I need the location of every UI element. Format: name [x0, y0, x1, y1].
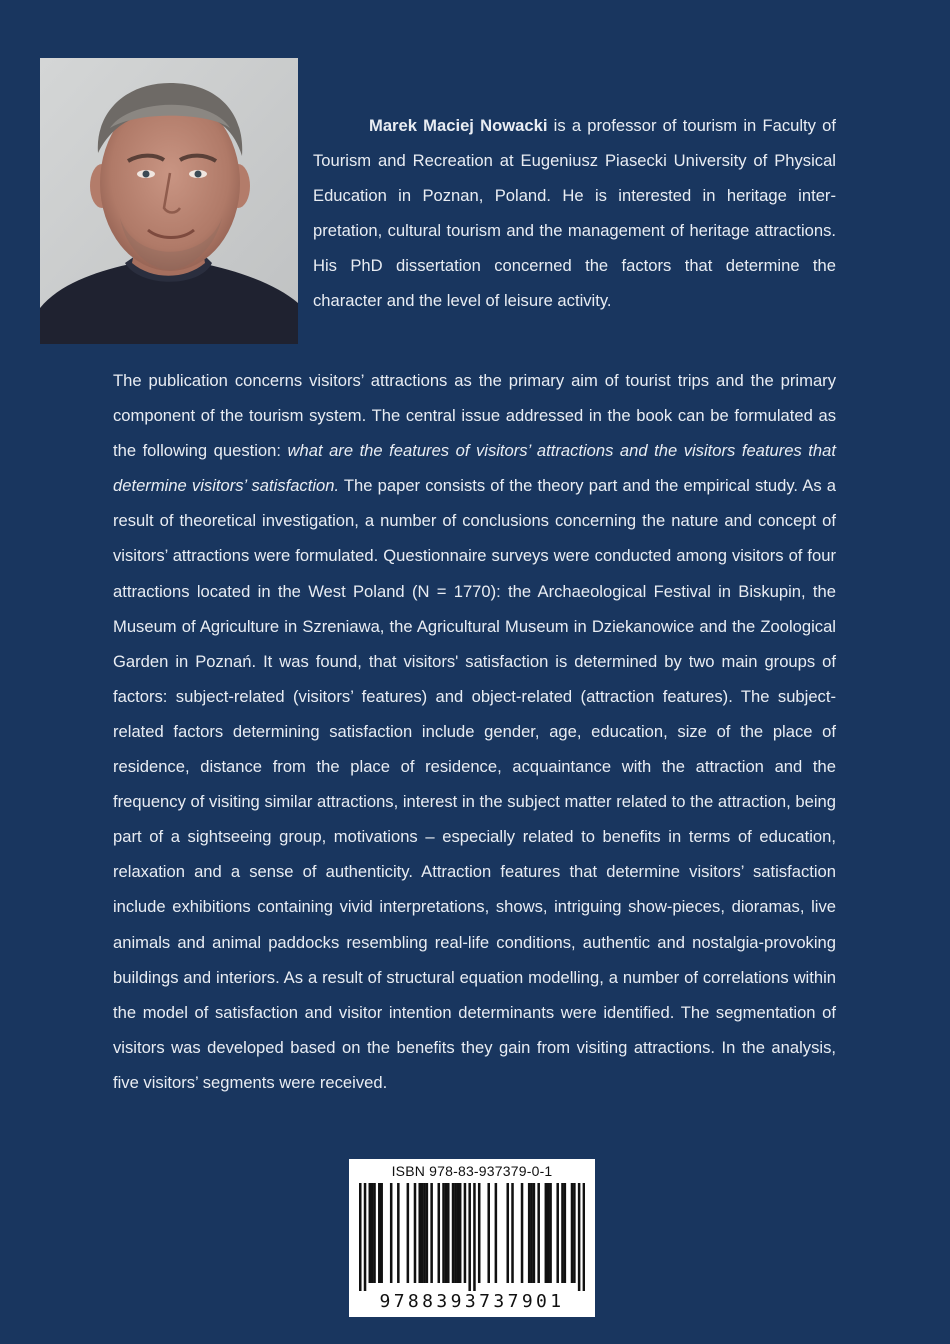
barcode-bar: [521, 1183, 524, 1283]
barcode-bar: [414, 1183, 417, 1283]
barcode-bar: [547, 1183, 550, 1283]
barcode-bar: [457, 1183, 460, 1283]
barcode-bar: [447, 1183, 450, 1283]
barcode-bar: [487, 1183, 490, 1283]
barcode-bar: [371, 1183, 374, 1283]
barcode-bar: [583, 1183, 585, 1291]
barcode-bar: [533, 1183, 536, 1283]
barcode-bar: [430, 1183, 433, 1283]
barcode-bar: [495, 1183, 498, 1283]
author-bio-text: is a professor of tourism in Faculty of Tourism and Recreation at Eugeniusz Piasecki University of Physical Education in Poznan, Poland. He is interested in heritage interpretation, cultural tourism and the management of heritage attractions. His PhD dissertation concerned the factors that determine the character and the level of leisure activity.: [313, 116, 836, 311]
barcode-bar: [378, 1183, 381, 1283]
barcode-bar: [438, 1183, 441, 1283]
barcode-bar: [369, 1183, 372, 1283]
barcode-bar: [556, 1183, 559, 1283]
barcode-bar: [506, 1183, 509, 1283]
isbn-label: ISBN 978-83-937379-0-1: [391, 1163, 553, 1179]
barcode-bar: [549, 1183, 552, 1283]
barcode-bar: [364, 1183, 367, 1291]
barcode-bar: [380, 1183, 383, 1283]
author-photo: [40, 58, 298, 344]
barcode-bar: [359, 1183, 362, 1291]
author-name: Marek Maciej Nowacki: [369, 116, 548, 135]
barcode-bar: [511, 1183, 514, 1283]
isbn-barcode: [349, 1159, 595, 1317]
barcode-bar: [528, 1183, 531, 1283]
barcode-digits: 9788393737901: [379, 1291, 565, 1312]
barcode-bar: [426, 1183, 429, 1283]
barcode-bar: [464, 1183, 467, 1283]
book-description: [113, 363, 836, 1100]
barcode-bar: [390, 1183, 393, 1283]
barcode-bar: [423, 1183, 426, 1283]
author-bio: [313, 108, 836, 319]
barcode-bar: [561, 1183, 564, 1283]
barcode-bar: [545, 1183, 548, 1283]
barcode-bar: [459, 1183, 462, 1283]
barcode-bar: [454, 1183, 457, 1283]
barcode-bar: [478, 1183, 481, 1283]
description-intro: The publication concerns visitors’ attractions as the primary aim of tourist trips and the primary component of the tourism system. The central issue addressed in the book can be formulated as the following question:: [113, 371, 836, 461]
barcode-bar: [573, 1183, 576, 1283]
barcode-bar: [578, 1183, 581, 1291]
barcode-bar: [564, 1183, 567, 1283]
barcode-bar: [468, 1183, 471, 1291]
barcode-bar: [407, 1183, 410, 1283]
barcode-bar: [537, 1183, 540, 1283]
barcode-bar: [418, 1183, 421, 1283]
barcode-bar: [442, 1183, 445, 1283]
barcode-bar: [373, 1183, 376, 1283]
barcode-bar: [452, 1183, 455, 1283]
barcode-bar: [571, 1183, 574, 1283]
barcode-bar: [421, 1183, 424, 1283]
barcode-bar: [530, 1183, 533, 1283]
description-body: The paper consists of the theory part and the empirical study. As a result of theoretical investigation, a number of conclusions concerning the nature and concept of visitors’ attractions were formulated. Questionnaire surveys were conducted among visitors of four attractions located in the West Poland (N = 1770): the Archaeological Festival in Biskupin, the Museum of Agriculture in Szreniawa, the Agricultural Museum in Dziekanowice and the Zoological Garden in Poznań. It was found, that visitors' satisfaction is determined by two main groups of factors: subject-related (visitors’ features) and object-related (attraction features). The subject-related factors determining satisfaction include gender, age, education, size of the place of residence, distance from the place of residence, acquaintance with the attraction and the frequency of visiting similar attractions, interest in the subject matter related to the attraction, being part of a sightseeing group, motivations – especially related to benefits in terms of education, relaxation and a sense of authenticity. Attraction features that determine visitors’ satisfaction include exhibitions containing vivid interpretations, shows, intriguing show-pieces, dioramas, live animals and animal paddocks resembling real-life conditions, authentic and nostalgia-provoking buildings and interiors. As a result of structural equation modelling, a number of correlations within the model of satisfaction and visitor intention determinants were identified. The segmentation of visitors was developed based on the benefits they gain from visiting attractions. In the analysis, five visitors’ segments were received.: [113, 476, 836, 1092]
barcode-bars: [359, 1183, 585, 1291]
barcode-bar: [397, 1183, 400, 1283]
description-question: what are the features of visitors’ attractions and the visitors features that determine visitors’ satisfaction.: [113, 441, 836, 496]
barcode-bar: [445, 1183, 448, 1283]
barcode-bar: [473, 1183, 476, 1291]
